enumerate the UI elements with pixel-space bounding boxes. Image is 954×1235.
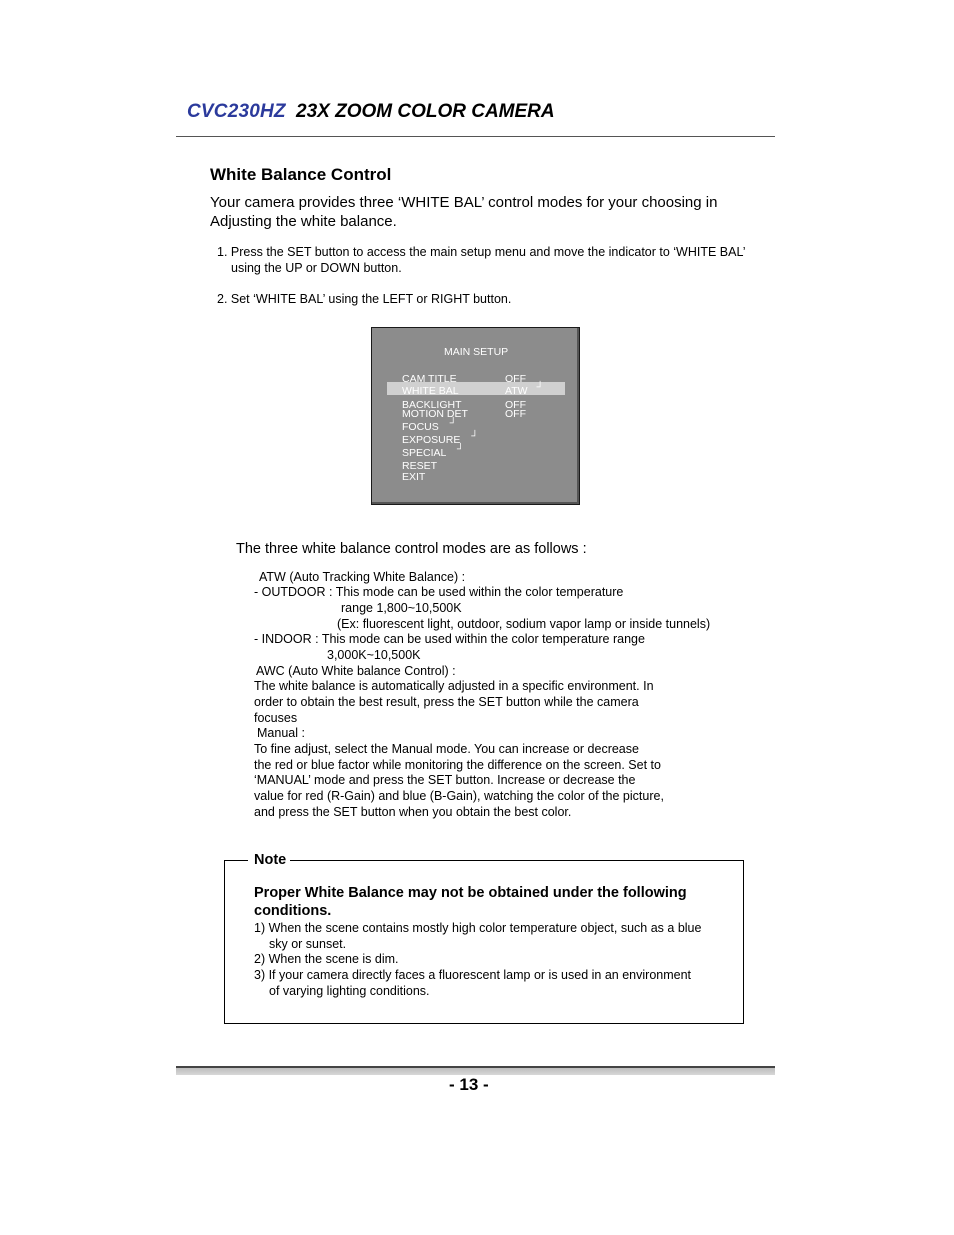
manual-title: Manual :: [257, 726, 305, 740]
enter-arrow-icon: ┘: [471, 431, 479, 442]
section-intro: Your camera provides three ‘WHITE BAL’ control modes for your choosing in Adjusting the white balance.: [210, 194, 718, 230]
osd-row-value: OFF: [505, 408, 526, 420]
indoor-line-1: - INDOOR : This mode can be used within the color temperature range: [254, 632, 645, 646]
osd-row-white-bal: [402, 385, 459, 397]
osd-row-value: OFF: [505, 373, 526, 385]
header-model: CVC230HZ: [187, 101, 286, 122]
note-heading: Proper White Balance may not be obtained under the following conditions.: [254, 885, 687, 919]
enter-arrow-icon: ┘: [456, 444, 464, 455]
header-rule: [176, 136, 775, 137]
manual-line-1: To fine adjust, select the Manual mode. You can increase or decrease: [254, 742, 639, 756]
note-label: Note: [254, 852, 287, 868]
step-2: 2. Set ‘WHITE BAL’ using the LEFT or RIGHT button.: [217, 292, 512, 306]
note-item-1-line-1: 1) When the scene contains mostly high color temperature object, such as a blue: [254, 921, 702, 935]
atw-title: ATW (Auto Tracking White Balance) :: [259, 570, 466, 584]
manual-line-3: ‘MANUAL’ mode and press the SET button. Increase or decrease the: [254, 773, 636, 787]
manual-line-2: the red or blue factor while monitoring the difference on the screen. Set to: [254, 758, 661, 772]
awc-line-1: The white balance is automatically adjusted in a specific environment. In: [254, 679, 654, 693]
osd-row-label: EXIT: [402, 471, 426, 483]
awc-line-2: order to obtain the best result, press the SET button while the camera: [254, 695, 639, 709]
osd-main-setup-menu: [371, 327, 580, 505]
header-title: 23X ZOOM COLOR CAMERA: [296, 101, 555, 122]
note-item-3-line-1: 3) If your camera directly faces a fluorescent lamp or is used in an environment: [254, 968, 692, 982]
osd-row-exit: [402, 471, 425, 483]
note-item-2: [254, 951, 734, 967]
modes-intro: The three white balance control modes are as follows :: [236, 541, 587, 557]
step-1: [217, 244, 777, 276]
note-item-2-line-1: 2) When the scene is dim.: [254, 952, 399, 966]
indoor-line-2: 3,000K~10,500K: [327, 648, 421, 662]
outdoor-line-3: (Ex: fluorescent light, outdoor, sodium vapor lamp or inside tunnels): [337, 617, 711, 631]
osd-row-label: FOCUS: [402, 421, 439, 433]
osd-row-label: MOTION DET: [402, 408, 468, 420]
enter-arrow-icon: ┘: [536, 382, 544, 393]
page-number: - 13 -: [449, 1075, 489, 1094]
osd-title: MAIN SETUP: [444, 346, 509, 358]
osd-row-label: RESET: [402, 460, 438, 472]
awc-line-3: focuses: [254, 711, 298, 725]
osd-row-label: SPECIAL: [402, 447, 446, 459]
note-item-1-line-2: sky or sunset.: [269, 937, 347, 951]
osd-row-value: OFF: [505, 399, 526, 411]
note-item-3: [254, 967, 734, 999]
step-1-line-2: using the UP or DOWN button.: [231, 261, 402, 275]
osd-row-special: [402, 444, 464, 459]
osd-row-label: CAM TITLE: [402, 373, 457, 385]
awc-title: AWC (Auto White balance Control) :: [256, 664, 456, 678]
section-title: White Balance Control: [210, 165, 392, 184]
note-item-1: [254, 920, 734, 952]
manual-line-5: and press the SET button when you obtain the best color.: [254, 805, 572, 819]
osd-row-value: ATW ┘: [505, 382, 544, 397]
osd-row-label: WHITE BAL: [402, 385, 459, 397]
step-1-line-1: 1. Press the SET button to access the main setup menu and move the indicator to ‘WHITE BAL’: [217, 245, 746, 259]
footer-bar: [176, 1066, 775, 1075]
outdoor-line-2: range 1,800~10,500K: [341, 601, 462, 615]
note-item-3-line-2: of varying lighting conditions.: [269, 984, 430, 998]
outdoor-line-1: - OUTDOOR : This mode can be used within the color temperature: [254, 585, 624, 599]
osd-row-exposure: [402, 431, 479, 446]
osd-row-focus: [402, 418, 457, 433]
osd-row-label: BACKLIGHT: [402, 399, 462, 411]
osd-row-cam-title: [402, 373, 457, 385]
manual-line-4: value for red (R-Gain) and blue (B-Gain), watching the color of the picture,: [254, 789, 664, 803]
osd-row-label: EXPOSURE: [402, 434, 461, 446]
osd-row-motion-det: [402, 408, 468, 420]
enter-arrow-icon: ┘: [449, 418, 457, 429]
